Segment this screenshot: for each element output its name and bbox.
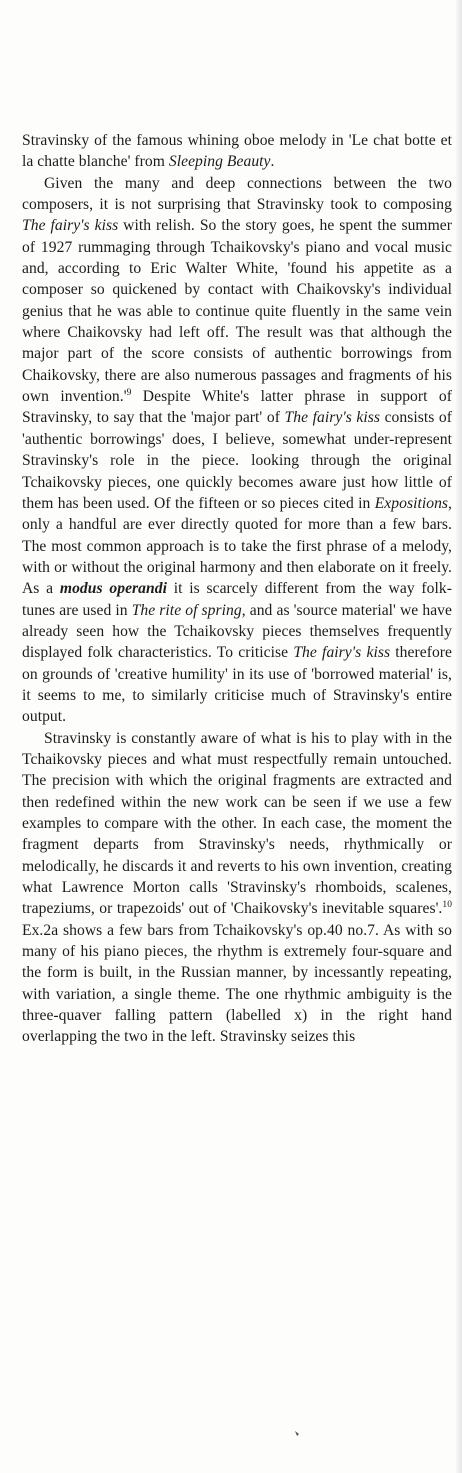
text-run: . — [270, 153, 275, 171]
text-run: consists of 'authentic borrowings' does, I believe, somewhat under-represent Stravinsky's role in the piece. looking through the original Tchaikovsky pieces, one quickly becomes aware just how little of them has been used. Of the fifteen or so pieces cited in — [22, 409, 453, 512]
paragraph-3 — [22, 728, 452, 1048]
text-run: Stravinsky is constantly aware of what is his to play with in the Tchaikovsky pieces and what must respectfully remain untouched. The precision with which the original fragments are extracted and then redefined within the new work can be seen if we use a few examples to compare with the other. In each case, the moment the fragment departs from Stravinsky's needs, rhythmically or melodically, he discards it and reverts to his own invention, creating what Lawrence Morton calls 'Stravinsky's rhomboids, scalenes, trapeziums, or trapezoids' out of 'Chaikovsky's inevitable squares'. — [22, 729, 452, 918]
italic-title: The fairy's kiss — [22, 217, 119, 235]
footnote-marker: 9 — [126, 387, 132, 398]
text-run: , only a handful are ever directly quoted for more than a few bars. The most common approach is to take the first phrase of a melody, with or without the original harmony and then elaborate on it freely. As a — [22, 494, 452, 598]
body-text — [22, 130, 452, 1048]
footnote-marker: 10 — [442, 900, 452, 911]
page-edge-shadow — [456, 0, 462, 1473]
text-run: Despite White's latter phrase in support of Stravinsky, to say that the 'major part' of — [22, 388, 452, 427]
italic-phrase: modus operandi — [59, 580, 167, 598]
text-run: Given the many and deep connections between the two composers, it is not surprising that Stravinsky took to composing — [22, 174, 452, 214]
text-run: Stravinsky of the famous whining oboe melody in 'Le chat botte et la chatte blanche' from — [22, 132, 452, 171]
italic-title: The rite of spring — [131, 601, 242, 619]
paragraph-2 — [22, 173, 452, 728]
italic-title: The fairy's kiss — [284, 409, 380, 427]
italic-title: Sleeping Beauty — [168, 153, 271, 171]
print-speck — [294, 1430, 304, 1438]
text-run: with relish. So the story goes, he spent the summer of 1927 rummaging through Tchaikovsky's piano and vocal music and, according to Eric Walter White, 'found his appetite as a composer so quickened by contact with Chaikovsky's individual genius that he was able to continue quite fluently in the same vein where Chaikovsky had left off. The result was that although the major part of the score consists of authentic borrowings from Chaikovsky, there are also numerous passages and fragments of his own invention.' — [22, 217, 452, 406]
text-run: it is scarcely different from the way folk-tunes are used in — [22, 580, 452, 619]
text-run: therefore on grounds of 'creative humility' in its use of 'borrowed material' is, it seems to me, to similarly criticise much of Stravinsky's entire output. — [22, 644, 453, 726]
italic-title: The fairy's kiss — [293, 644, 391, 662]
text-run: Ex.2a shows a few bars from Tchaikovsky's op.40 no.7. As with so many of his piano pieces, the rhythm is extremely four-square and the form is built, in the Russian manner, by incessantly repeating, with variation, a single theme. The one rhythmic ambiguity is the three-quaver falling pattern (labelled x) in the right hand overlapping the two in the left. Stravinsky seizes this — [22, 921, 452, 1046]
text-run: , and as 'source material' we have already seen how the Tchaikovsky pieces themselves frequently displayed folk characteristics. To criticise — [22, 601, 452, 662]
italic-title: Expositions — [374, 494, 449, 512]
paragraph-1 — [22, 130, 452, 173]
